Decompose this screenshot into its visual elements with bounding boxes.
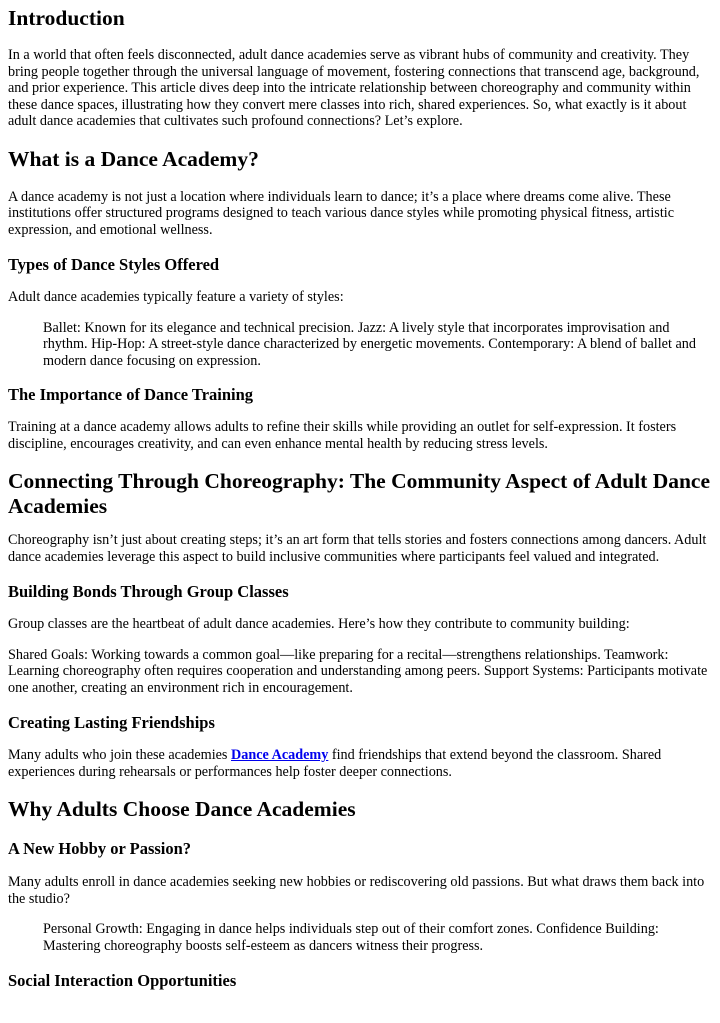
article: [0, 6, 712, 990]
heading-social-interaction: Social Interaction Opportunities: [8, 971, 237, 990]
heading-connecting-through-choreography: Connecting Through Choreography: The Community Aspect of Adult Dance Academies: [8, 469, 711, 518]
friendships-text-before: Many adults who join these academies: [8, 747, 232, 763]
quote-new-hobby: Personal Growth: Engaging in dance helps individuals step out of their comfort zones. Confidence Building: Mastering choreography boosts self-esteem as dancers witness their progress.: [43, 921, 659, 954]
heading-types-of-dance-styles: Types of Dance Styles Offered: [8, 255, 220, 274]
paragraph-new-hobby: Many adults enroll in dance academies seeking new hobbies or rediscovering old passions. But what draws them back into the studio?: [8, 874, 705, 907]
heading-lasting-friendships: Creating Lasting Friendships: [8, 713, 215, 732]
paragraph-introduction: In a world that often feels disconnected, adult dance academies serve as vibrant hubs of community and creativity. They bring people together through the universal language of movement, fostering connections that transcend age, background, and prior experience. This article dives deep into the intricate relationship between choreography and community within these dance spaces, illustrating how they convert mere classes into rich, shared experiences. So, what exactly is it about adult dance academies that cultivates such profound connections? Let’s explore.: [8, 47, 700, 129]
heading-introduction: Introduction: [8, 6, 125, 30]
friendships-text-after: find friendships that extend beyond the classroom. Shared experiences during rehearsals or performances help foster deeper connections.: [8, 747, 662, 780]
paragraph-types-intro: Adult dance academies typically feature a variety of styles:: [8, 289, 344, 305]
heading-building-bonds: Building Bonds Through Group Classes: [8, 582, 289, 601]
quote-dance-styles: Ballet: Known for its elegance and technical precision. Jazz: A lively style that incorporates improvisation and rhythm. Hip-Hop: A street-style dance characterized by energetic movements. Contemporary: A blend of ballet and modern dance focusing on expression.: [43, 319, 696, 369]
paragraph-connecting: Choreography isn’t just about creating steps; it’s an art form that tells stories and fosters connections among dancers. Adult dance academies leverage this aspect to build inclusive communities where participants feel valued and integrated.: [8, 532, 707, 565]
paragraph-building-bonds: Group classes are the heartbeat of adult dance academies. Here’s how they contribute to community building:: [8, 616, 630, 632]
heading-importance-of-training: The Importance of Dance Training: [8, 385, 254, 404]
paragraph-building-bonds-list: Shared Goals: Working towards a common goal—like preparing for a recital—strengthens relationships. Teamwork: Learning choreography often requires cooperation and understanding among peers. Support Systems: Participants motivate one another, creating an environment rich in encouragement.: [8, 646, 708, 696]
heading-new-hobby: A New Hobby or Passion?: [8, 839, 192, 858]
dance-academy-link[interactable]: Dance Academy: [231, 747, 329, 763]
heading-why-adults-choose: Why Adults Choose Dance Academies: [8, 797, 356, 821]
heading-what-is-dance-academy: What is a Dance Academy?: [8, 146, 259, 171]
paragraph-importance-of-training: Training at a dance academy allows adults to refine their skills while providing an outlet for self-expression. It fosters discipline, encourages creativity, and can even enhance mental health by reducing stress levels.: [8, 419, 677, 452]
paragraph-what-is-dance-academy: A dance academy is not just a location where individuals learn to dance; it’s a place where dreams come alive. These institutions offer structured programs designed to teach various dance styles while promoting physical fitness, artistic expression, and emotional wellness.: [8, 188, 675, 238]
paragraph-lasting-friendships: [8, 747, 712, 780]
